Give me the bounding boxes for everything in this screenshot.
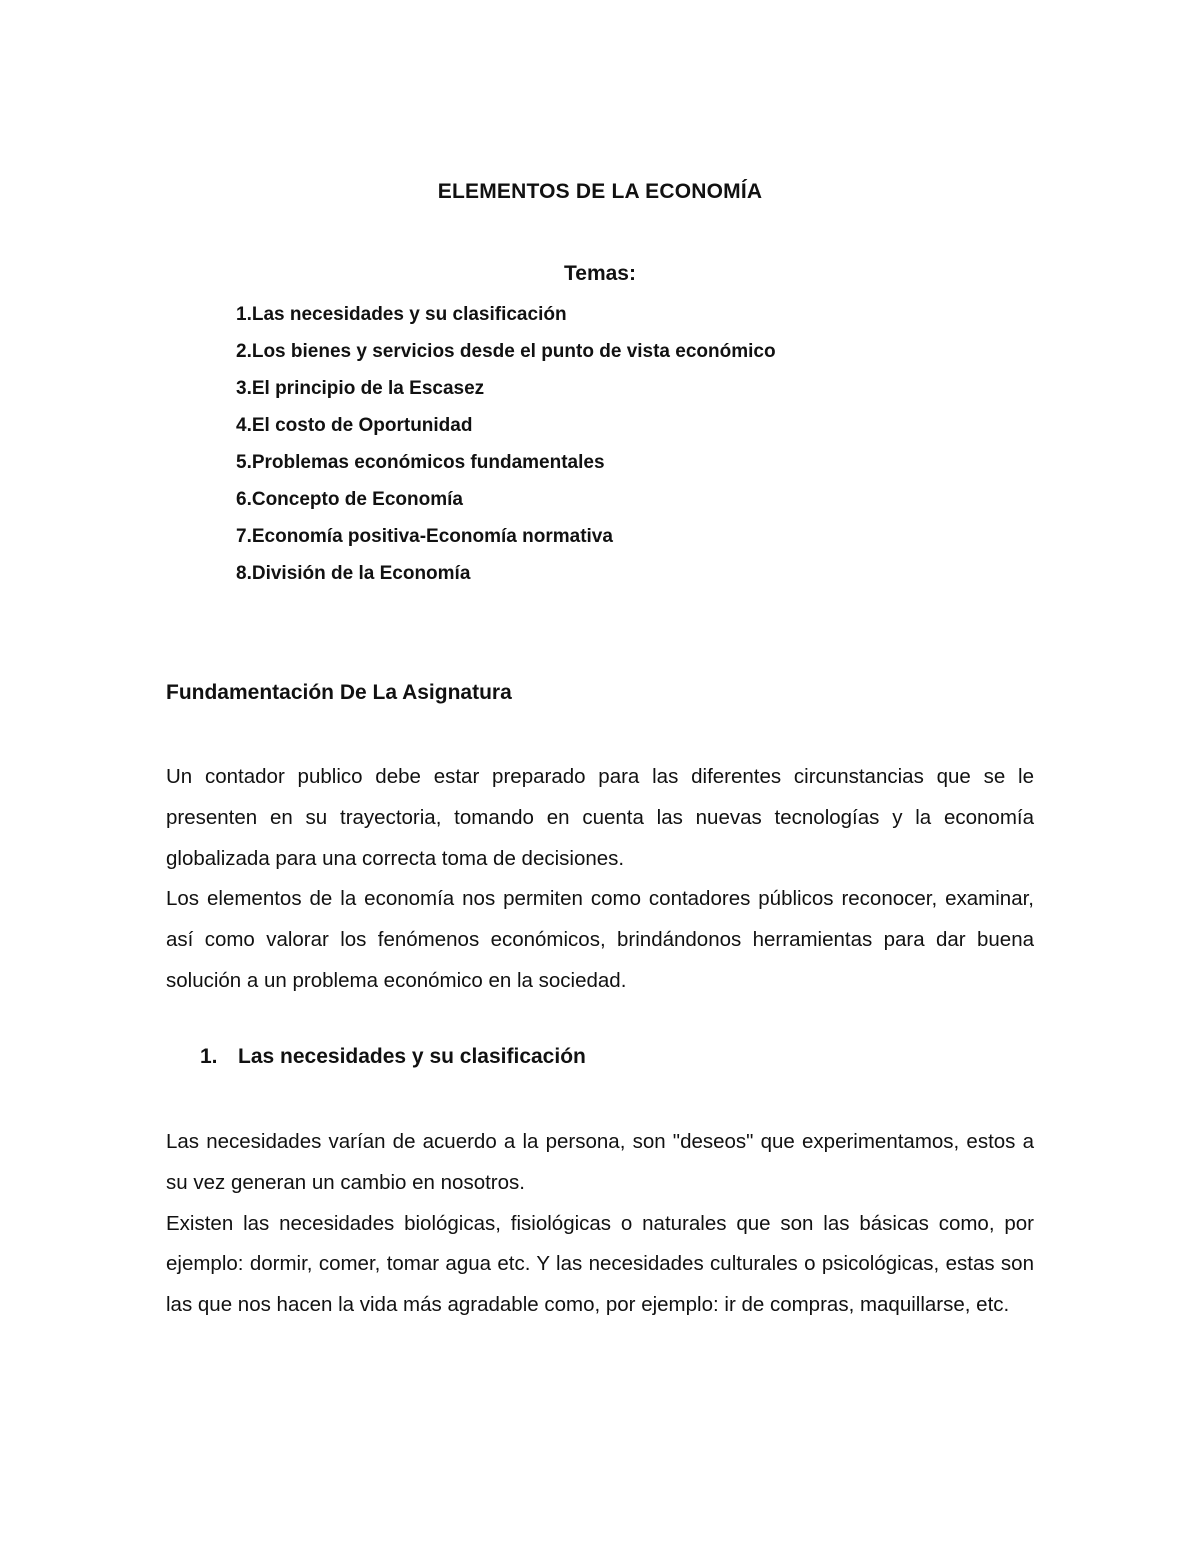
topic-item: 4.El costo de Oportunidad (236, 415, 473, 436)
document-title: ELEMENTOS DE LA ECONOMÍA (437, 180, 763, 203)
section-1-body (166, 1122, 1034, 1326)
section-number: 1. (200, 1045, 218, 1068)
topic-item: 5.Problemas económicos fundamentales (236, 452, 605, 473)
topic-item: 8.División de la Economía (236, 563, 471, 584)
paragraph: Las necesidades varían de acuerdo a la persona, son "deseos" que experimentamos, estos a su vez generan un cambio en nosotros. (166, 1130, 1034, 1194)
topic-item: 2.Los bienes y servicios desde el punto de vista económico (236, 341, 776, 362)
topic-item: 6.Concepto de Economía (236, 489, 463, 510)
paragraph: Un contador publico debe estar preparado para las diferentes circunstancias que se le presenten en su trayectoria, tomando en cuenta las nuevas tecnologías y la economía globalizada para una correcta toma de decisiones. (166, 765, 1034, 870)
section-1-heading (200, 1045, 586, 1069)
section-title: Las necesidades y su clasificación (238, 1045, 586, 1068)
paragraph: Existen las necesidades biológicas, fisiológicas o naturales que son las básicas como, por ejemplo: dormir, comer, tomar agua etc. Y las necesidades culturales o psicológicas, estas son las que nos hacen la vida más agradable como, por ejemplo: ir de compras, maquillarse, etc. (166, 1211, 1034, 1317)
topic-item: 3.El principio de la Escasez (236, 378, 485, 399)
paragraph: Los elementos de la economía nos permiten como contadores públicos reconocer, examinar, así como valorar los fenómenos económicos, brindándonos herramientas para dar buena solución a un problema económico en la sociedad. (166, 887, 1034, 992)
topic-item: 1.Las necesidades y su clasificación (236, 304, 567, 325)
topics-label: Temas: (564, 262, 636, 285)
fundamentacion-heading: Fundamentación De La Asignatura (166, 681, 512, 704)
topics-list (236, 302, 776, 598)
topic-item: 7.Economía positiva-Economía normativa (236, 526, 613, 547)
fundamentacion-body (166, 757, 1034, 1002)
